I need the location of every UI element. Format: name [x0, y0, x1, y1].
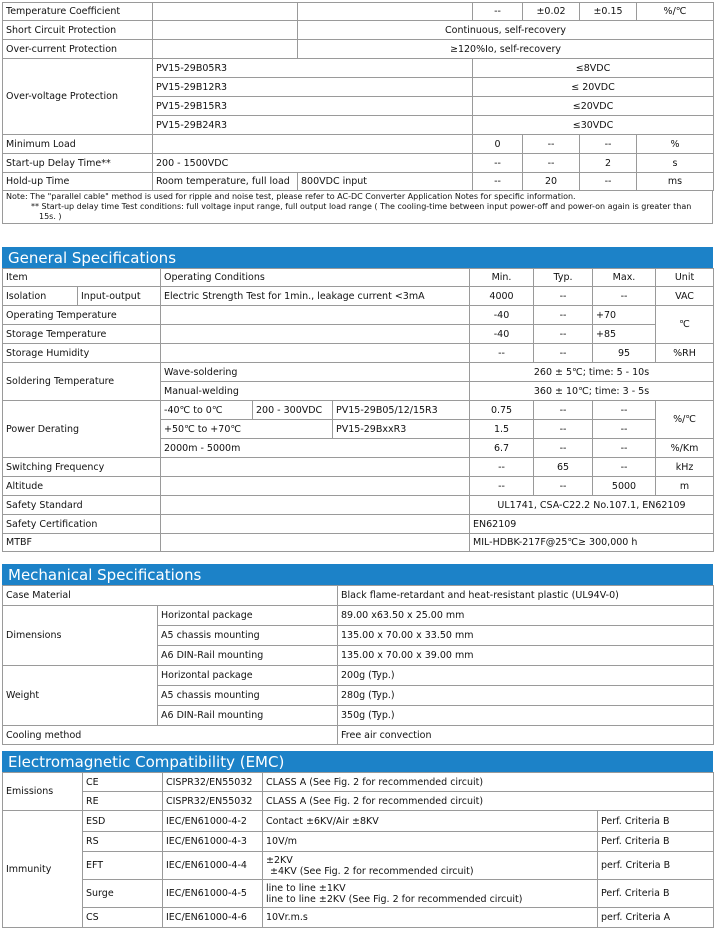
row-label: Temperature Coefficient — [3, 3, 153, 21]
note-parallel-cable: Note: The "parallel cable" method is used for ripple and noise test, please refer to AC-DC Converter Application Notes for specific information. — [6, 192, 576, 201]
table-row: MTBF MIL-HDBK-217F@25℃≥ 300,000 h — [3, 534, 714, 552]
table-row: Dimensions Horizontal package 89.00 x63.50 x 25.00 mm — [3, 606, 714, 626]
table-row: +50℃ to +70℃ PV15-29BxxR3 1.5 -- -- — [3, 420, 714, 439]
table-row: Manual-welding 360 ± 10℃; time: 3 - 5s — [3, 382, 714, 401]
table-row: Storage Humidity -- -- 95 %RH — [3, 344, 714, 363]
row-label: Over-current Protection — [3, 40, 153, 59]
table-row: Emissions CE CISPR32/EN55032 CLASS A (See Fig. 2 for recommended circuit) — [3, 773, 714, 792]
table-row: CS IEC/EN61000-4-6 10Vr.m.s perf. Criteria A — [3, 908, 714, 928]
table-row: Case Material Black flame-retardant and heat-resistant plastic (UL94V-0) — [3, 586, 714, 606]
table-row: Weight Horizontal package 200g (Typ.) — [3, 666, 714, 686]
table-row: Immunity ESD IEC/EN61000-4-2 Contact ±6KV/Air ±8KV Perf. Criteria B — [3, 811, 714, 832]
table-row: PV15-29B12R3 ≤ 20VDC — [3, 78, 714, 97]
table-row: PV15-29B24R3 ≤30VDC — [3, 116, 714, 135]
row-label: Minimum Load — [3, 135, 153, 154]
section-title: Mechanical Specifications — [2, 564, 713, 585]
row-label: Over-voltage Protection — [3, 59, 153, 135]
row-label: Start-up Delay Time** — [3, 154, 153, 173]
table-row: Isolation Input-output Electric Strength Test for 1min., leakage current <3mA 4000 -- -- VAC — [3, 287, 714, 306]
section-title: General Specifications — [2, 247, 713, 268]
table-row: Soldering Temperature Wave-soldering 260 ± 5℃; time: 5 - 10s — [3, 363, 714, 382]
footnote — [2, 191, 713, 224]
table-row: Over-current Protection ≥120%Io, self-recovery — [3, 40, 714, 59]
table-row: Safety Standard UL1741, CSA-C22.2 No.107.1, EN62109 — [3, 496, 714, 515]
table-row: Safety Certification EN62109 — [3, 515, 714, 534]
table-header: Item Operating Conditions Min. Typ. Max. Unit — [3, 269, 714, 287]
table-row: Short Circuit Protection Continuous, self-recovery — [3, 21, 714, 40]
note-startup-delay: ** Start-up delay time Test conditions: full voltage input range, full output load range ( The cooling-time between input power-off and power-on again is greater than 15s. ) — [31, 202, 692, 221]
table-row: Operating Temperature -40 -- +70 ℃ — [3, 306, 714, 325]
table-row: Temperature Coefficient -- ±0.02 ±0.15 %/℃ — [3, 3, 714, 21]
section-title: Electromagnetic Compatibility (EMC) — [2, 751, 713, 772]
table-row: A6 DIN-Rail mounting 135.00 x 70.00 x 39.00 mm — [3, 646, 714, 666]
table-row: Over-voltage Protection PV15-29B05R3 ≤8VDC — [3, 59, 714, 78]
electrical-spec-continued — [2, 2, 713, 224]
table-row: Hold-up Time Room temperature, full load 800VDC input -- 20 -- ms — [3, 173, 714, 191]
table-row: EFT IEC/EN61000-4-4 ±2KV ±4KV (See Fig. 2 for recommended circuit) perf. Criteria B — [3, 852, 714, 880]
table-row: A6 DIN-Rail mounting 350g (Typ.) — [3, 706, 714, 726]
table-row: PV15-29B15R3 ≤20VDC — [3, 97, 714, 116]
table-row: Minimum Load 0 -- -- % — [3, 135, 714, 154]
table-row: A5 chassis mounting 135.00 x 70.00 x 33.50 mm — [3, 626, 714, 646]
table-row: Surge IEC/EN61000-4-5 line to line ±1KV line to line ±2KV (See Fig. 2 for recommended circuit) Perf. Criteria B — [3, 880, 714, 908]
table-row: Start-up Delay Time** 200 - 1500VDC -- -- 2 s — [3, 154, 714, 173]
table-row: Cooling method Free air convection — [3, 726, 714, 745]
row-label: Short Circuit Protection — [3, 21, 153, 40]
emc-specifications — [2, 751, 713, 928]
table-row: RS IEC/EN61000-4-3 10V/m Perf. Criteria B — [3, 832, 714, 852]
table-row: Storage Temperature -40 -- +85 — [3, 325, 714, 344]
general-specifications — [2, 247, 713, 552]
table-row: RE CISPR32/EN55032 CLASS A (See Fig. 2 for recommended circuit) — [3, 792, 714, 811]
table-row: Switching Frequency -- 65 -- kHz — [3, 458, 714, 477]
table-row: A5 chassis mounting 280g (Typ.) — [3, 686, 714, 706]
row-label: Hold-up Time — [3, 173, 153, 191]
table-row: Power Derating -40℃ to 0℃ 200 - 300VDC PV15-29B05/12/15R3 0.75 -- -- %/℃ — [3, 401, 714, 420]
table-row: Altitude -- -- 5000 m — [3, 477, 714, 496]
table-row: 2000m - 5000m 6.7 -- -- %/Km — [3, 439, 714, 458]
mechanical-specifications — [2, 564, 713, 745]
